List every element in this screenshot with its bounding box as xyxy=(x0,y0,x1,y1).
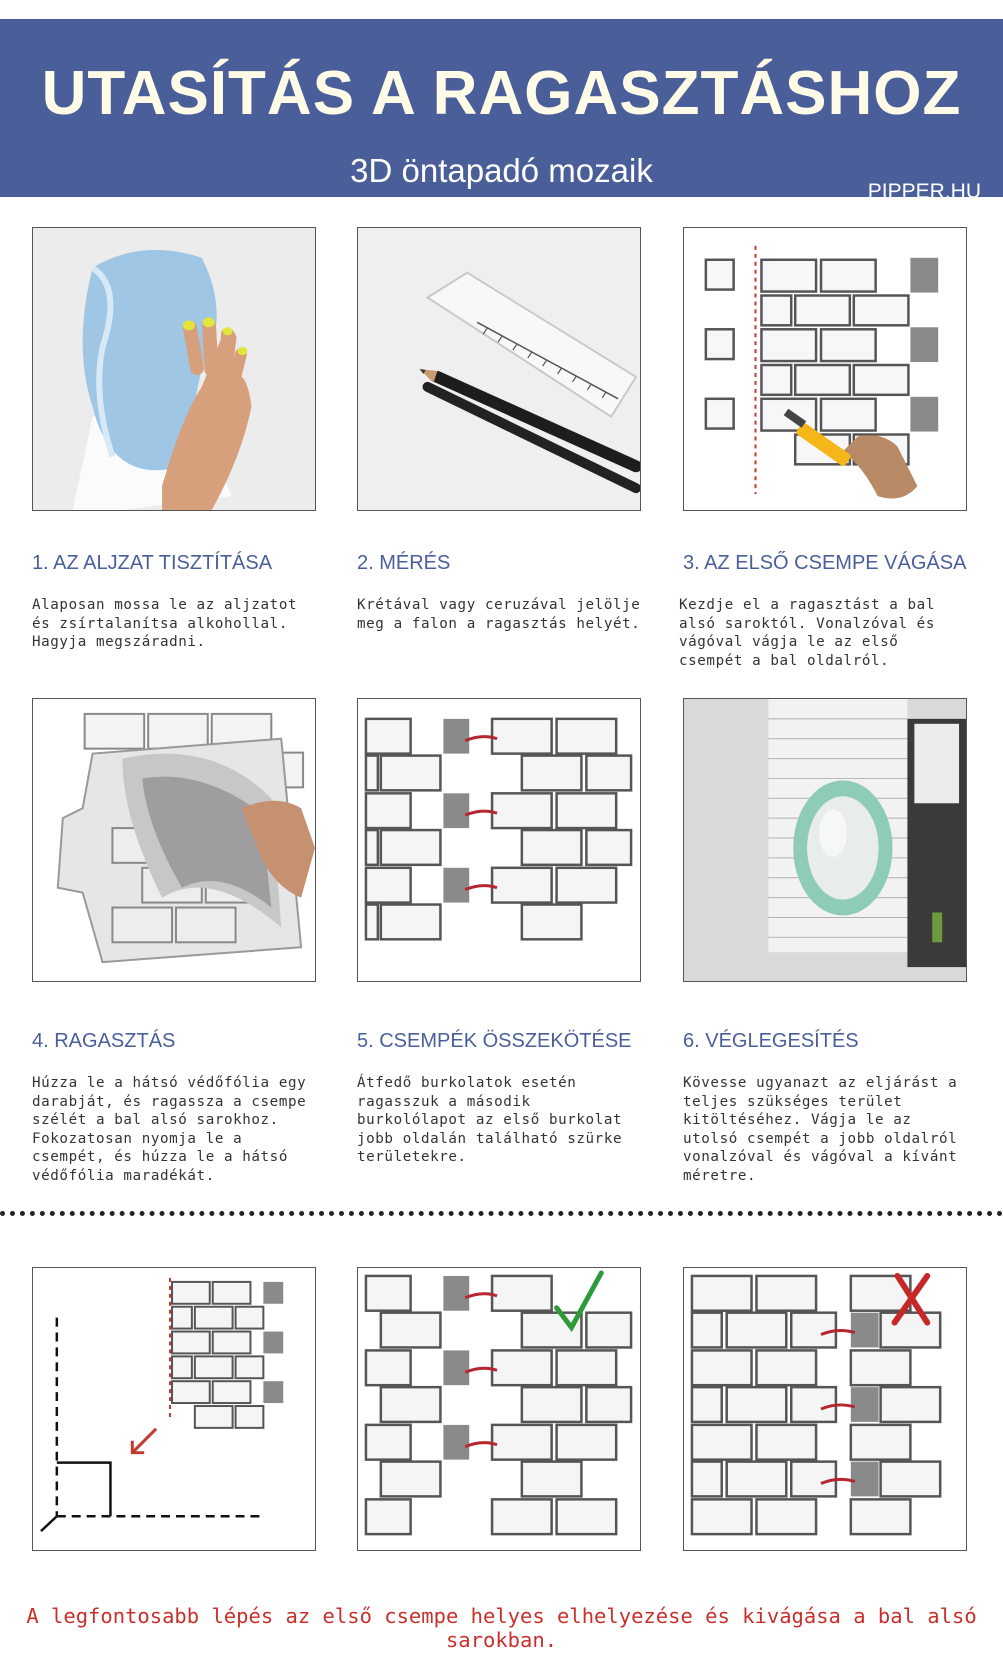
step-1-title: 1. AZ ALJZAT TISZTÍTÁSA xyxy=(32,552,273,574)
step-5-text: Átfedő burkolatok esetén ragasszuk a második burkolólapot az első burkolat jobb oldalán található szürke területekre. xyxy=(357,1075,623,1165)
cleaning-illustration xyxy=(33,228,315,510)
header-banner xyxy=(0,19,1003,203)
step-3-title: 3. AZ ELSŐ CSEMPE VÁGÁSA xyxy=(683,552,967,574)
incorrect-overlap-svg xyxy=(684,1268,966,1550)
cutting-illustration xyxy=(684,228,966,510)
footer-note: A legfontosabb lépés az első csempe helyes elhelyezése és kivágása a bal alsó sarokban. xyxy=(26,1604,977,1652)
dotted-divider xyxy=(0,1211,1003,1216)
measuring-illustration xyxy=(358,228,640,510)
step-5-image xyxy=(357,698,641,982)
page-subtitle: 3D öntapadó mozaik xyxy=(350,152,653,189)
step-1-text: Alaposan mossa le az aljzatot és zsírtalanítsa alkohollal. Hagyja megszáradni. xyxy=(32,597,298,650)
corner-placement-diagram xyxy=(32,1267,316,1551)
step-1-image xyxy=(32,227,316,511)
step-2-text: Krétával vagy ceruzával jelölje meg a falon a ragasztás helyét. xyxy=(357,597,641,632)
step-4-text: Húzza le a hátsó védőfólia egy darabját, és ragassza a csempe szélét a bal alsó sarokhoz. Fokozatosan nyomja le a csempét, és húzza le a hátsó védőfólia maradékát. xyxy=(32,1075,307,1184)
peeling-illustration xyxy=(33,699,315,981)
correct-overlap-svg xyxy=(358,1268,640,1550)
step-6-text: Kövesse ugyanazt az eljárást a teljes szükséges terület kitöltéséhez. Vágja le az utolsó csempét a jobb oldalról vonalzóval és vágóval a kívánt méretre. xyxy=(683,1075,958,1184)
incorrect-overlap-diagram xyxy=(683,1267,967,1551)
brand-label: PIPPER.HU xyxy=(867,180,981,203)
step-3-text: Kezdje el a ragasztást a bal alsó saroktól. Vonalzóval és vágóval vágja le az első csempét a bal oldalról. xyxy=(679,597,935,669)
step-2-title: 2. MÉRÉS xyxy=(357,552,451,574)
step-6-image xyxy=(683,698,967,982)
finished-wall-illustration xyxy=(684,699,966,981)
step-4-image xyxy=(32,698,316,982)
step-2-image xyxy=(357,227,641,511)
step-6-title: 6. VÉGLEGESÍTÉS xyxy=(683,1030,859,1052)
correct-overlap-diagram xyxy=(357,1267,641,1551)
step-4-title: 4. RAGASZTÁS xyxy=(32,1030,176,1052)
step-5-title: 5. CSEMPÉK ÖSSZEKÖTÉSE xyxy=(357,1030,632,1052)
step-3-image xyxy=(683,227,967,511)
corner-diagram-svg xyxy=(33,1268,315,1550)
joining-illustration xyxy=(358,699,640,981)
page-title: UTASÍTÁS A RAGASZTÁSHOZ xyxy=(41,59,962,128)
